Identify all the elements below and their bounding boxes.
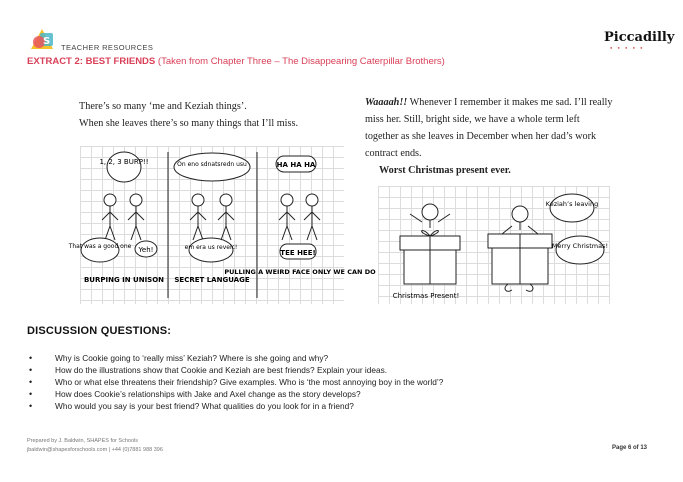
exclaim-text: Waaaah!! xyxy=(365,97,408,108)
list-item: • Who would you say is your best friend? What qualities do you look for in a friend? xyxy=(27,400,443,412)
list-item: • Who or what else threatens their friendship? Give examples. Who is ‘the most annoying boy in the world’? xyxy=(27,376,443,388)
bubble-text-3: Yeh! xyxy=(138,246,154,254)
kid-figure xyxy=(304,194,320,240)
kid-figure xyxy=(190,194,206,240)
brand-dots: ● ● ● ● ● xyxy=(610,45,645,50)
gift-caption: Christmas Present! xyxy=(392,292,460,300)
brand-name: Piccadilly xyxy=(604,30,675,45)
caption-1: BURPING IN UNISON xyxy=(83,276,165,284)
logo-letter: S xyxy=(43,36,51,47)
panel-burping xyxy=(68,152,164,284)
list-item: • How do the illustrations show that Cookie and Keziah are best friends? Explain your ideas. xyxy=(27,364,443,376)
header-label: TEACHER RESOURCES xyxy=(61,43,154,52)
closing-line: Worst Christmas present ever. xyxy=(379,165,511,176)
question-list xyxy=(27,352,443,412)
caption-3: PULLING A WEIRD FACE ONLY WE CAN DO xyxy=(224,268,376,276)
kid-figure xyxy=(218,194,234,240)
caption-2: SECRET LANGUAGE xyxy=(174,276,250,284)
panel-weird-face xyxy=(224,156,376,276)
page-title xyxy=(27,56,445,67)
speech-bubble xyxy=(81,238,119,262)
page-number: Page 6 of 13 xyxy=(612,445,648,451)
left-line-2: When she leaves there’s so many things that I’ll miss. xyxy=(79,118,298,129)
bubble-text-5: em era us revelc! xyxy=(184,244,238,251)
discussion-title: DISCUSSION QUESTIONS: xyxy=(27,325,172,337)
kid-figure xyxy=(102,194,118,240)
speech-bubble xyxy=(556,236,604,264)
shapes-logo xyxy=(31,27,53,49)
kid-figure xyxy=(279,194,295,240)
list-item: • Why is Cookie going to ‘really miss’ Keziah? Where is she going and why? xyxy=(27,352,443,364)
comic-strip-right xyxy=(378,186,610,304)
right-body-text: Whenever I remember it makes me sad. I’ll really miss her. Still, bright side, we have a whole term left together as she leaves in December when her dad’s work contract ends. xyxy=(365,97,613,159)
speech-bubble xyxy=(550,194,594,222)
bubble-keziah: Keziah’s leaving xyxy=(545,200,599,208)
left-extract xyxy=(79,98,349,132)
list-item: • How does Cookie’s relationships with Jake and Axel change as the story develops? xyxy=(27,388,443,400)
bubble-text-1: 1, 2, 3 BURP!! xyxy=(99,158,149,166)
panel-secret-language xyxy=(174,153,250,284)
bubble-text-2: That was a good one xyxy=(68,243,132,250)
gift-box-sad xyxy=(488,206,552,291)
bubble-text-4: On eno sdnatsredn usu xyxy=(177,161,247,168)
right-extract xyxy=(365,94,615,179)
title-sub: (Taken from Chapter Three – The Disappearing Caterpillar Brothers) xyxy=(157,56,445,67)
title-main: EXTRACT 2: BEST FRIENDS xyxy=(27,56,156,67)
bubble-text-6: HA HA HA xyxy=(276,161,316,169)
bubble-text-7: TEE HEE! xyxy=(280,249,316,257)
comic-strip-left xyxy=(68,146,376,304)
footer-prepared: Prepared by J. Baldwin, SHAPES for Schools xyxy=(27,438,138,444)
bubble-merry: Merry Christmas! xyxy=(551,242,609,250)
speech-bubble xyxy=(107,152,141,182)
left-line-1: There’s so many ‘me and Keziah things’. xyxy=(79,101,247,112)
gift-box-happy xyxy=(400,204,460,284)
kid-figure xyxy=(128,194,144,240)
footer-contact: jbaldwin@shapesforschools.com | +44 (0)7881 988 396 xyxy=(27,447,163,453)
